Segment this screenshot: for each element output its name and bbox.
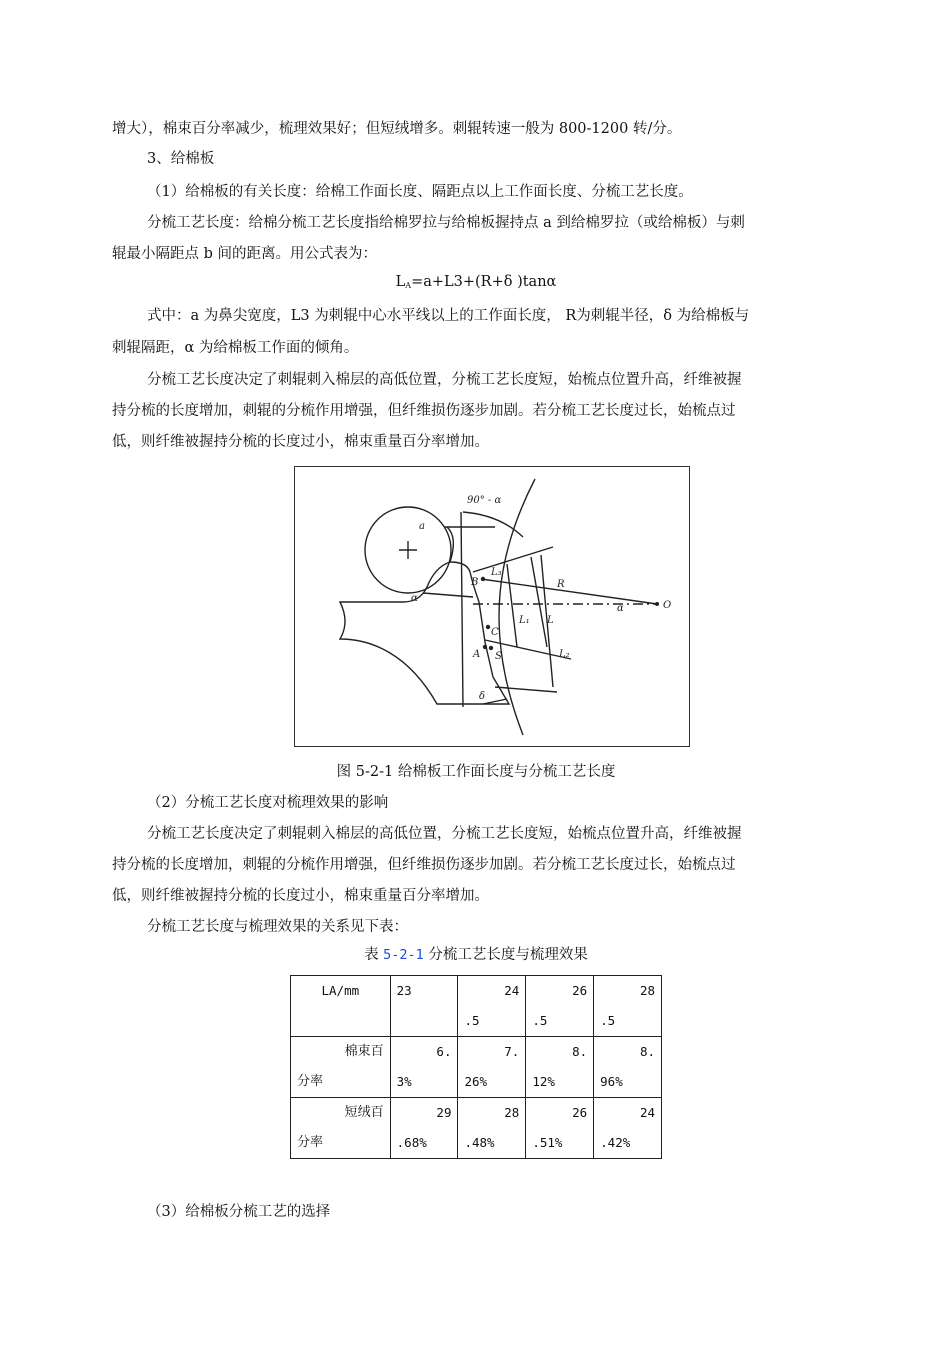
label-angle-top: 90° - α <box>467 495 502 506</box>
label-R: R <box>557 579 565 590</box>
table-cell: 29 .68% <box>390 1098 458 1159</box>
paragraph-table-intro: 分梳工艺长度与梳理效果的关系见下表： <box>147 919 408 935</box>
table-cell: 28 .48% <box>458 1098 526 1159</box>
table-cell: 棉束百 分率 <box>291 1037 391 1098</box>
paragraph-where-line1: 式中：a 为鼻尖宽度，L3 为刺辊中心水平线以上的工作面长度， R为刺辊半径，δ 为给棉板与 <box>147 308 750 324</box>
radius-line <box>481 579 657 604</box>
table-cell: 8. 96% <box>594 1037 662 1098</box>
label-O: O <box>663 600 672 611</box>
figure-feed-plate-diagram <box>294 466 690 747</box>
label-L1: L₁ <box>519 615 530 626</box>
paragraph-influence-line3: 低，则纤维被握持分梳的长度过小，棉束重量百分率增加。 <box>112 888 489 904</box>
feed-plate-diagram-svg <box>295 467 688 745</box>
vertical-reference <box>461 512 463 707</box>
table-cell: 6. 3% <box>390 1037 458 1098</box>
label-a-top: a <box>419 521 425 532</box>
point-O <box>655 602 659 606</box>
point-C <box>486 625 490 629</box>
paragraph-influence-line1: 分梳工艺长度决定了刺辊刺入棉层的高低位置，分梳工艺长度短，始梳点位置升高，纤维被握 <box>147 826 742 842</box>
point-B <box>481 577 485 581</box>
subsection-heading-lengths: （1）给棉板的有关长度：给棉工作面长度、隔距点以上工作面长度、分梳工艺长度。 <box>147 184 693 200</box>
formula-main: L <box>395 274 406 290</box>
table-caption <box>0 943 952 964</box>
table-cell: 24 .5 <box>458 976 526 1037</box>
subsection-heading-selection: （3）给棉板分梳工艺的选择 <box>147 1204 331 1220</box>
label-delta: δ <box>479 691 486 702</box>
label-C: C <box>491 627 499 638</box>
table-caption-number: 5-2-1 <box>383 947 424 963</box>
paragraph-where-line2: 刺辊隔距，α 为给棉板工作面的倾角。 <box>112 340 359 356</box>
dim-line-lowest <box>495 687 557 692</box>
table-row <box>291 976 662 1037</box>
figure-caption: 图 5-2-1 给棉板工作面长度与分梳工艺长度 <box>336 764 616 780</box>
label-A: A <box>473 649 481 660</box>
paragraph-influence-line2: 持分梳的长度增加，刺辊的分梳作用增强，但纤维损伤逐步加剧。若分梳工艺长度过长，始梳点过 <box>112 857 736 873</box>
point-A <box>483 645 487 649</box>
table-cell: 8. 12% <box>526 1037 594 1098</box>
paragraph-effect-line3: 低，则纤维被握持分梳的长度过小，棉束重量百分率增加。 <box>112 434 489 450</box>
label-alpha-left: α <box>411 593 418 604</box>
table-caption-prefix: 表 <box>364 947 384 963</box>
point-S <box>489 646 493 650</box>
paragraph-effect-line2: 持分梳的长度增加，刺辊的分梳作用增强，但纤维损伤逐步加剧。若分梳工艺长度过长，始梳点过 <box>112 403 736 419</box>
table-cell: 26 .51% <box>526 1098 594 1159</box>
paragraph-continuation: 增大），棉束百分率减少，梳理效果好；但短绒增多。刺辊转速一般为 800-1200 转/分。 <box>112 121 682 137</box>
dim-alpha-left <box>423 593 473 597</box>
data-table <box>290 975 662 1159</box>
label-L2: L₂ <box>559 649 570 660</box>
formula-subscript: A <box>405 281 412 290</box>
section-heading-feed-plate: 3、给棉板 <box>147 151 215 167</box>
feed-plate-body <box>340 562 509 704</box>
label-B: B <box>471 577 479 588</box>
table-cell: 7. 26% <box>458 1037 526 1098</box>
paragraph-definition-line1: 分梳工艺长度：给棉分梳工艺长度指给棉罗拉与给棉板握持点 a 到给棉罗拉（或给棉板）与刺 <box>147 215 745 231</box>
paragraph-effect-line1: 分梳工艺长度决定了刺辊刺入棉层的高低位置，分梳工艺长度短，始梳点位置升高，纤维被握 <box>147 372 742 388</box>
paragraph-definition-line2: 辊最小隔距点 b 间的距离。用公式表为： <box>112 246 377 262</box>
label-alpha-right: α <box>617 603 624 614</box>
dim-L3-L2 <box>507 564 517 647</box>
label-L: L <box>547 615 554 626</box>
table-row <box>291 1098 662 1159</box>
formula-rest: =a+L3+(R+δ )tanα <box>411 274 557 290</box>
table-cell: 26 .5 <box>526 976 594 1037</box>
label-L3: L₃ <box>491 567 502 578</box>
table-cell: 短绒百 分率 <box>291 1098 391 1159</box>
subsection-heading-influence: （2）分梳工艺长度对梳理效果的影响 <box>147 795 389 811</box>
formula <box>0 274 952 290</box>
angle-arc-top <box>463 512 523 537</box>
table-cell: 28 .5 <box>594 976 662 1037</box>
table-caption-title: 分梳工艺长度与梳理效果 <box>423 947 588 963</box>
table-row <box>291 1037 662 1098</box>
dim-delta <box>483 699 507 704</box>
table-cell: 24 .42% <box>594 1098 662 1159</box>
label-S: S <box>495 651 502 662</box>
table-cell: LA/mm <box>291 976 391 1037</box>
table-cell: 23 <box>390 976 458 1037</box>
